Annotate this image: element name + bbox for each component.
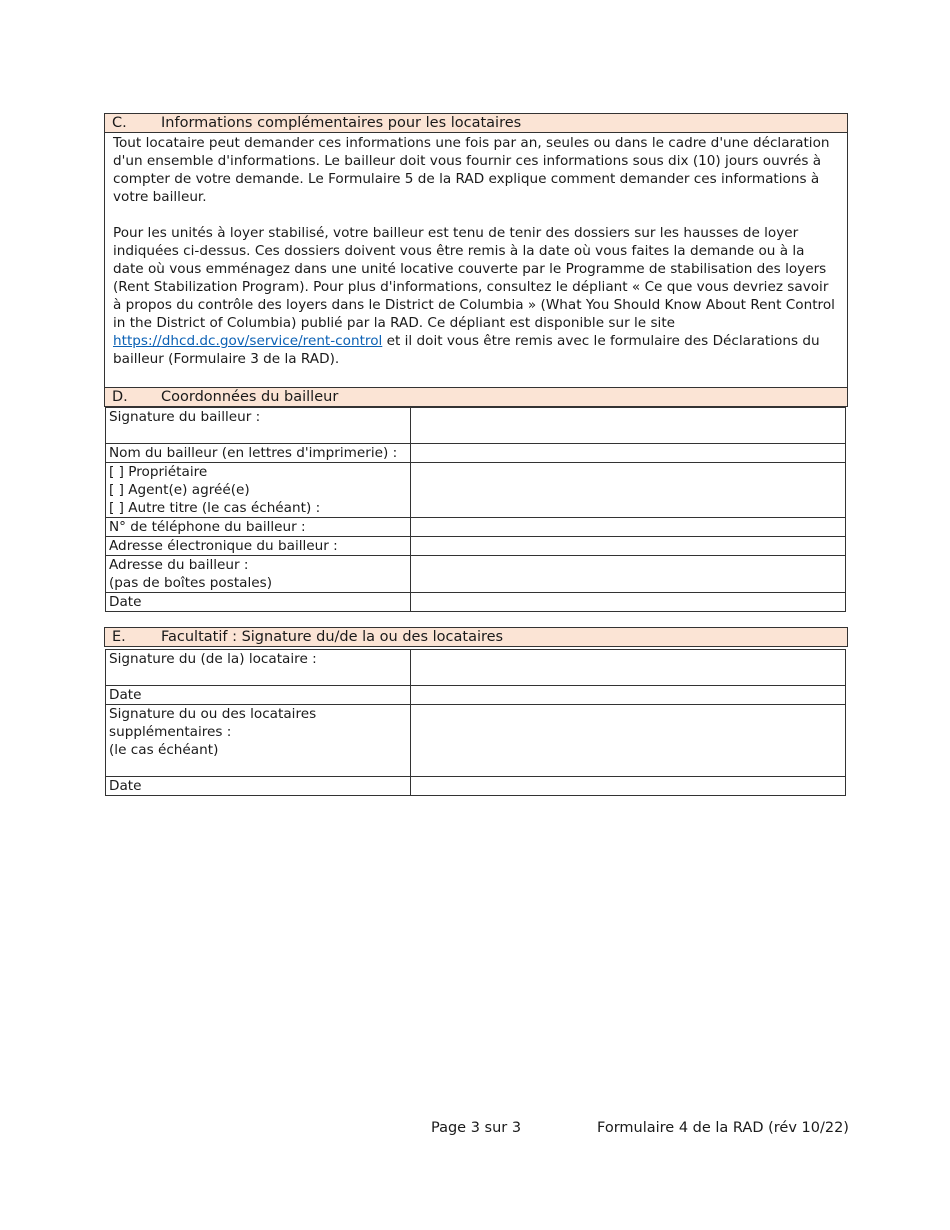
section-d-letter: D. [112,389,128,405]
table-row [106,650,846,686]
form-identifier: Formulaire 4 de la RAD (rév 10/22) [597,1120,849,1136]
section-c-title: Informations complémentaires pour les locataires [161,115,522,131]
landlord-address-label: Adresse du bailleur : (pas de boîtes postales) [106,556,411,593]
landlord-role-field[interactable] [411,463,846,518]
table-row [106,593,846,612]
landlord-info-table [105,407,846,612]
table-row [106,408,846,444]
tenant-date-label: Date [106,686,411,705]
landlord-signature-field[interactable] [411,408,846,444]
table-row [106,444,846,463]
landlord-date-field[interactable] [411,593,846,612]
additional-tenants-signature-label: Signature du ou des locataires supplémentaires : (le cas échéant) [106,705,411,777]
table-row [106,686,846,705]
additional-tenants-date-field[interactable] [411,777,846,796]
additional-tenants-signature-field[interactable] [411,705,846,777]
tenant-signature-table [105,649,846,796]
table-row [106,537,846,556]
section-c-paragraph-2-end: et il doit vous être remis avec le formulaire des Déclarations du bailleur (Formulaire 3 de la RAD). [113,333,820,367]
section-e-title: Facultatif : Signature du/de la ou des locataires [161,629,504,645]
landlord-phone-label: N° de téléphone du bailleur : [106,518,411,537]
landlord-email-field[interactable] [411,537,846,556]
section-c [104,113,848,389]
section-e-header [104,627,848,647]
table-row [106,777,846,796]
landlord-name-label: Nom du bailleur (en lettres d'imprimerie) : [106,444,411,463]
additional-tenants-date-label: Date [106,777,411,796]
section-d [104,387,848,407]
section-c-paragraph-2-text: Pour les unités à loyer stabilisé, votre bailleur est tenu de tenir des dossiers sur les hausses de loyer indiquées ci-dessus. Ces dossiers doivent vous être remis à la date où vous faites la demande ou à la date où vous emménagez dans une unité locative couverte par le Programme de stabilisation des loyers (Rent Stabilization Program). Pour plus d'informations, consultez le dépliant « Ce que vous devriez savoir à propos du contrôle des loyers dans le District de Columbia » (What You Should Know About Rent Control in the District of Columbia) publié par la RAD. Ce dépliant est disponible sur le site [113,225,835,331]
tenant-date-field[interactable] [411,686,846,705]
section-c-header [104,113,848,133]
section-c-paragraph-2 [113,224,839,368]
page-number: Page 3 sur 3 [431,1120,522,1136]
section-c-letter: C. [112,115,127,131]
section-e [104,627,848,647]
table-row [106,463,846,518]
landlord-phone-field[interactable] [411,518,846,537]
landlord-date-label: Date [106,593,411,612]
tenant-signature-field[interactable] [411,650,846,686]
landlord-email-label: Adresse électronique du bailleur : [106,537,411,556]
table-row [106,705,846,777]
landlord-name-field[interactable] [411,444,846,463]
table-row [106,518,846,537]
tenant-signature-label: Signature du (de la) locataire : [106,650,411,686]
landlord-signature-label: Signature du bailleur : [106,408,411,444]
rent-control-link[interactable]: https://dhcd.dc.gov/service/rent-control [113,333,383,349]
section-c-body [104,133,848,389]
landlord-role-label: [ ] Propriétaire [ ] Agent(e) agréé(e) [ ] Autre titre (le cas échéant) : [106,463,411,518]
table-row [106,556,846,593]
section-d-header [104,387,848,407]
section-d-title: Coordonnées du bailleur [161,389,339,405]
section-e-letter: E. [112,629,126,645]
section-c-paragraph-1: Tout locataire peut demander ces informations une fois par an, seules ou dans le cadre d'une déclaration d'un ensemble d'informations. Le bailleur doit vous fournir ces informations sous dix (10) jours ouvrés à compter de votre demande. Le Formulaire 5 de la RAD explique comment demander ces informations à votre bailleur. [113,135,830,205]
landlord-address-field[interactable] [411,556,846,593]
